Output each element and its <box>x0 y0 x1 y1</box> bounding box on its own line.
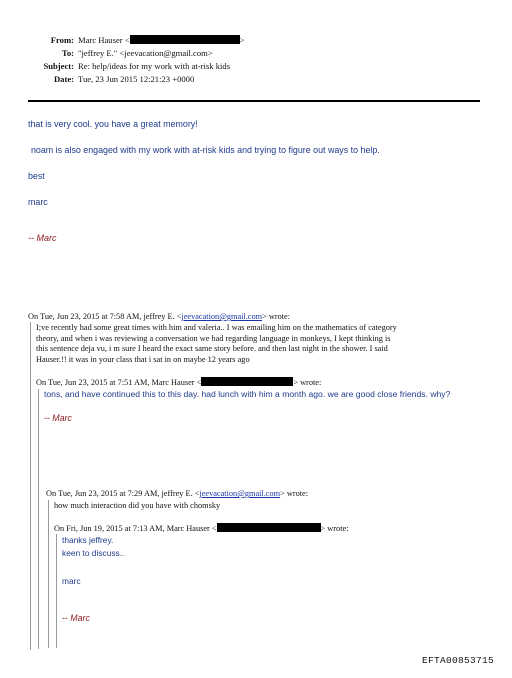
email-link[interactable]: jeevacation@gmail.com <box>181 312 263 321</box>
to-value: "jeffrey E." <jeevacation@gmail.com> <box>78 48 213 58</box>
redaction-bar <box>217 523 321 532</box>
bates-number: EFTA00853715 <box>421 655 494 666</box>
email-link[interactable]: jeevacation@gmail.com <box>199 489 281 498</box>
quote1-line: this sentence deja vu, i m sure I heard the exact same story before. and then last night in the shower. I said <box>36 344 388 354</box>
subject-value: Re: help/ideas for my work with at-risk kids <box>78 61 231 71</box>
quote2-line: tons, and have continued this to this day. had lunch with him a month ago. we are good close friends. why? <box>44 389 451 399</box>
quote2-attribution <box>36 377 321 389</box>
body-line-2: noam is also engaged with my work with at-risk kids and trying to figure out ways to help. <box>31 145 380 155</box>
from-tail: > <box>239 35 245 45</box>
quote1-attribution-prefix: On Tue, Jun 23, 2015 at 7:58 AM, jeffrey E. < <box>28 312 182 321</box>
from-label: From: <box>50 35 74 45</box>
subject-label: Subject: <box>43 61 74 71</box>
quote3-line: how much interaction did you have with chomsky <box>54 501 221 510</box>
body-line-1: that is very cool. you have a great memory! <box>28 119 198 129</box>
quote4-attribution-prefix: On Fri, Jun 19, 2015 at 7:13 AM, Marc Hauser < <box>54 524 217 533</box>
body-line-4: marc <box>28 197 48 207</box>
quote2-bar <box>38 389 39 649</box>
signature: -- Marc <box>28 233 57 243</box>
date-label: Date: <box>53 74 74 84</box>
quote1-line: theory, and when i was reviewing a conversation we had regarding language in monkeys, I kept thinking is <box>36 333 391 343</box>
quote1-line: I;ve recently had some great times with him and valeria.. I was emailing him on the mathematics of category <box>36 323 397 332</box>
quote3-bar <box>48 500 49 648</box>
quote4-bar <box>56 534 57 648</box>
quote2-attribution-suffix: > wrote: <box>293 378 322 387</box>
quote4-attribution <box>54 523 349 535</box>
header-divider <box>28 100 480 102</box>
quote3-attribution-prefix: On Tue, Jun 23, 2015 at 7:29 AM, jeffrey E. < <box>46 489 200 498</box>
to-label: To: <box>61 48 74 58</box>
quote2-signature: -- Marc <box>44 413 72 423</box>
quote4-signature: -- Marc <box>62 613 90 623</box>
quote1-line: Hauser.!! it was in your class that i sat in on maybe 12 years ago <box>36 354 250 364</box>
redaction-bar <box>201 377 293 386</box>
redaction-bar <box>130 35 240 44</box>
to-row <box>0 47 512 60</box>
quote1-text <box>36 323 397 365</box>
date-row <box>0 73 512 86</box>
quote3-attribution-suffix: > wrote: <box>280 489 309 498</box>
quote4-line-1: thanks jeffrey. <box>62 535 114 545</box>
quote1-attribution <box>28 312 290 323</box>
quote3-attribution <box>46 489 308 500</box>
from-value <box>78 34 244 47</box>
quote1-bar <box>30 322 31 650</box>
quote2-attribution-prefix: On Tue, Jun 23, 2015 at 7:51 AM, Marc Hauser < <box>36 378 202 387</box>
from-name: Marc Hauser < <box>78 35 130 45</box>
quote4-line-3: marc <box>62 576 81 586</box>
body-line-3: best <box>28 171 45 181</box>
email-header <box>0 34 512 94</box>
date-value: Tue, 23 Jun 2015 12:21:23 +0000 <box>78 74 195 84</box>
quote4-line-2: keen to discuss.. <box>62 548 125 558</box>
quote1-attribution-suffix: > wrote: <box>262 312 291 321</box>
quote4-attribution-suffix: > wrote: <box>320 524 349 533</box>
subject-row <box>0 60 512 73</box>
from-row <box>0 34 512 47</box>
